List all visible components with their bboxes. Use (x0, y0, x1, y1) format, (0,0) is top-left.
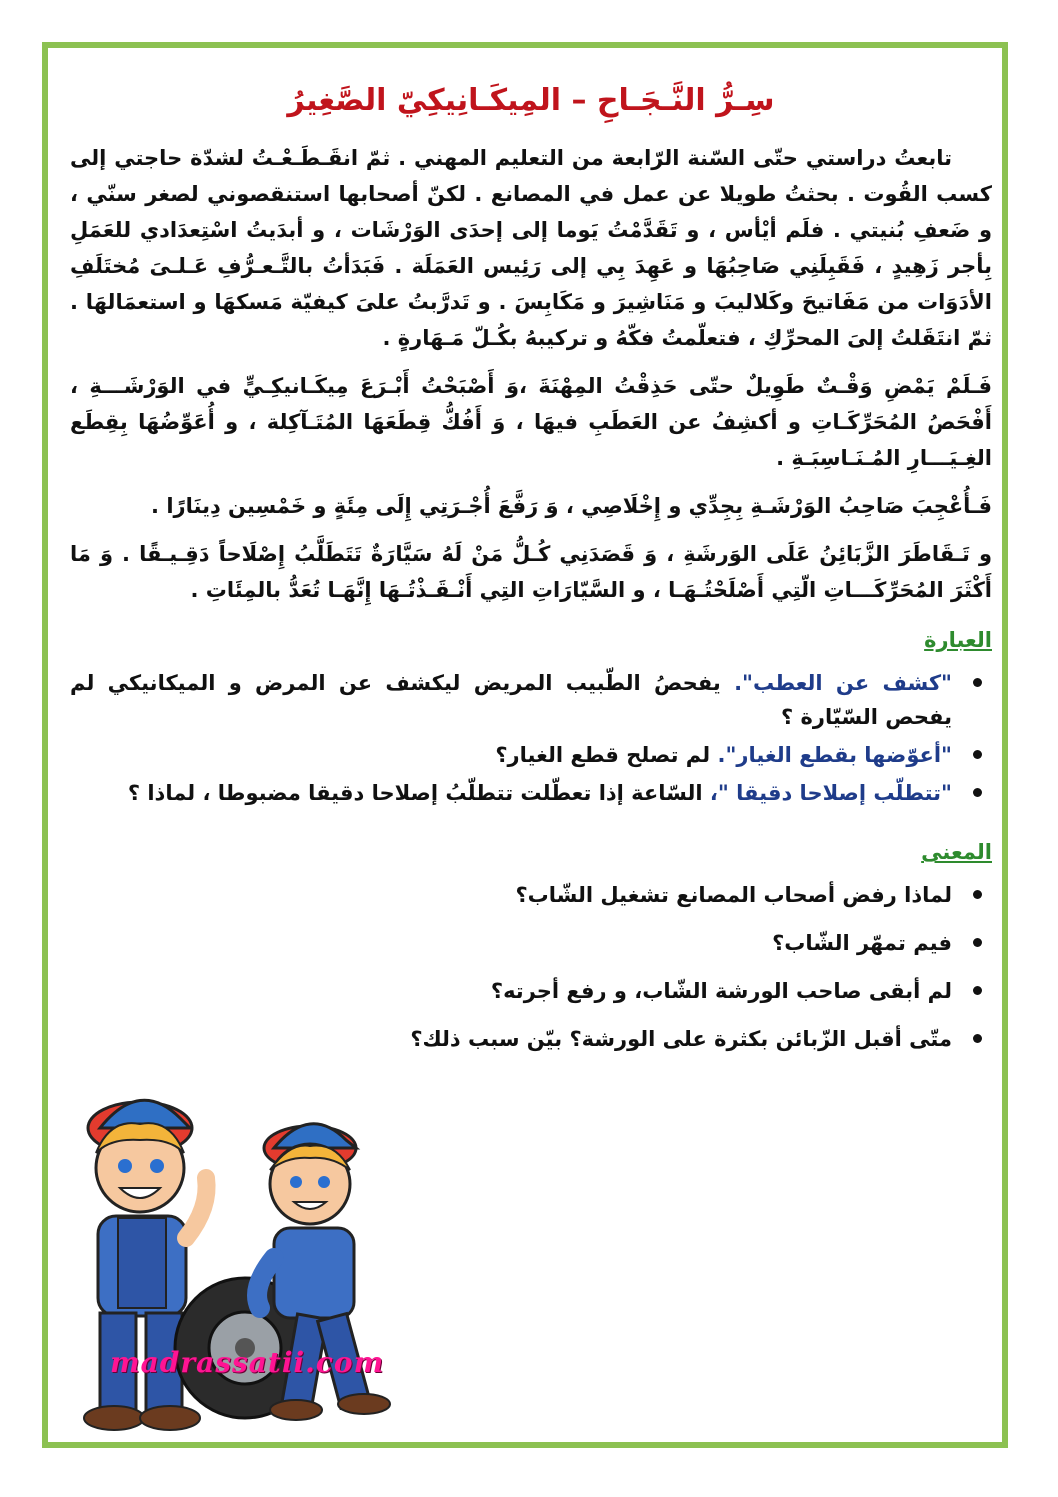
worksheet-content (70, 72, 992, 1070)
meaning-list (70, 878, 992, 1056)
paragraph-3: فَـأُعْجِبَ صَاحِبُ الوَرْشَـةِ بِجِدِّي و إِخْلَاصِي ، وَ رَفَّعَ أُجْـرَتِي إِلَى مِئَةٍ و خَمْسِين دِينَارًا . (151, 494, 992, 518)
mechanic-illustration (60, 1058, 420, 1438)
paragraph-1: تابعتُ دراستي حتّى السّنة الرّابعة من التعليم المهني . ثمّ انقَـطَـعْـتُ لشدّة حاجتي إلى كسب القُوت . بحثتُ طويلا عن عمل في المصانع . لكنّ أصحابها استنقصوني لصغر سنّي ، و ضَعفِ بُنيتي . فلَم أيْأس ، و تَقَدَّمْتُ يَوما إلى إحدَى الوَرْشَات ، و أبدَيتُ اسْتِعدَادي للعَمَلِ بِأجر زَهِيدٍ ، فَقَبِلَنِي صَاحِبُهَا و عَهِدَ بِي إلى رَئِيس العَمَلَة . فَبَدَأتُ بالتَّـعـرُّفِ عَـلـىَ مُختَلَفِ الأدَوَات من مَفَاتيحَ وكَلاليبَ و مَنَاشِيرَ و مَكَابِسَ . و تَدرَّبتُ علىَ كيفيّة مَسكهَا و استعمَالهَا . ثمّ انتَقَلتُ إلىَ المحرِّكِ ، فتعلّمتُ فكّهُ و تركيبهُ بكُـلّ مَـهَارةٍ . (70, 146, 992, 350)
section-heading-expression: العبارة (924, 628, 992, 652)
bullet-icon (973, 750, 982, 759)
question-text: فيم تمهّر الشّاب؟ (772, 931, 952, 955)
paragraph-4: و تَـقَاطَرَ الزَّبَائِنُ عَلَى الوَرشَةِ ، وَ قَصَدَنِي كُـلُّ مَنْ لَهُ سَيَّارَةٌ تَتَطَلَّبُ إِصْلَاحاً دَقِـيـقًا . وَ مَا أَكْثَرَ المُحَرِّكَـــاتِ الّتِي أَصْلَحْتُـهَـا ، و السَّيّارَاتِ التِي أَنْـقَـذْتُـهَا إِنَّهَـا تُعَدُّ بالمِئَاتِ . (70, 542, 992, 602)
page-title: سِـرُّ النَّـجَـاحِ – المِيكَـانِيكِيّ الصَّغِيرُ (287, 83, 775, 118)
list-item (70, 974, 952, 1008)
list-item (70, 926, 952, 960)
question-text: لماذا رفض أصحاب المصانع تشغيل الشّاب؟ (515, 883, 952, 907)
list-item (70, 1022, 952, 1056)
bullet-icon (973, 938, 982, 947)
question-text: السّاعة إذا تعطّلت تتطلّبُ إصلاحا دقيقا مضبوطا ، لماذا ؟ (127, 781, 710, 805)
paragraph-2: فَـلَمْ يَمْضِ وَقْـتٌ طَوِيلٌ حتّى حَذِقْتُ المِهْنَةَ ،وَ أَصْبَحْتُ أَبْـرَعَ مِيكَـانيكِـيٍّ في الوَرْشَـــةِ ، أَفْحَصُ المُحَرِّكَـاتِ و أكشِفُ عن العَطَبِ فيهَا ، وَ أَفُكُّ قِطَعَهَا المُتَـآكِلة ، و أُعَوِّضُهَا بِقِطَع الغِـيَـــارِ المُـنَـاسِبَـةِ . (70, 374, 992, 470)
bullet-icon (973, 986, 982, 995)
bullet-icon (973, 890, 982, 899)
question-text: متّى أقبل الزّبائن بكثرة على الورشة؟ بيّن سبب ذلك؟ (410, 1027, 952, 1051)
list-item (70, 776, 952, 810)
bullet-icon (973, 788, 982, 797)
quoted-phrase: "تتطلّب إصلاحا دقيقا "، (709, 781, 952, 805)
question-text: لم تصلح قطع الغيار؟ (495, 743, 718, 767)
list-item (70, 666, 952, 734)
expression-list (70, 666, 992, 810)
bullet-icon (973, 1034, 982, 1043)
quoted-phrase: "كشف عن العطب". (734, 671, 952, 695)
list-item (70, 878, 952, 912)
section-heading-meaning: المعنى (921, 840, 992, 864)
question-text: لم أبقى صاحب الورشة الشّاب، و رفع أجرته؟ (490, 979, 952, 1003)
question-text: يفحصُ الطّبيب المريض ليكشف عن المرض و الميكانيكي لم يفحص السّيّارة ؟ (70, 671, 952, 729)
list-item (70, 738, 952, 772)
site-watermark: madrassatii.com (110, 1346, 385, 1379)
quoted-phrase: "أعوّضها بقطع الغيار". (717, 743, 952, 767)
bullet-icon (973, 678, 982, 687)
